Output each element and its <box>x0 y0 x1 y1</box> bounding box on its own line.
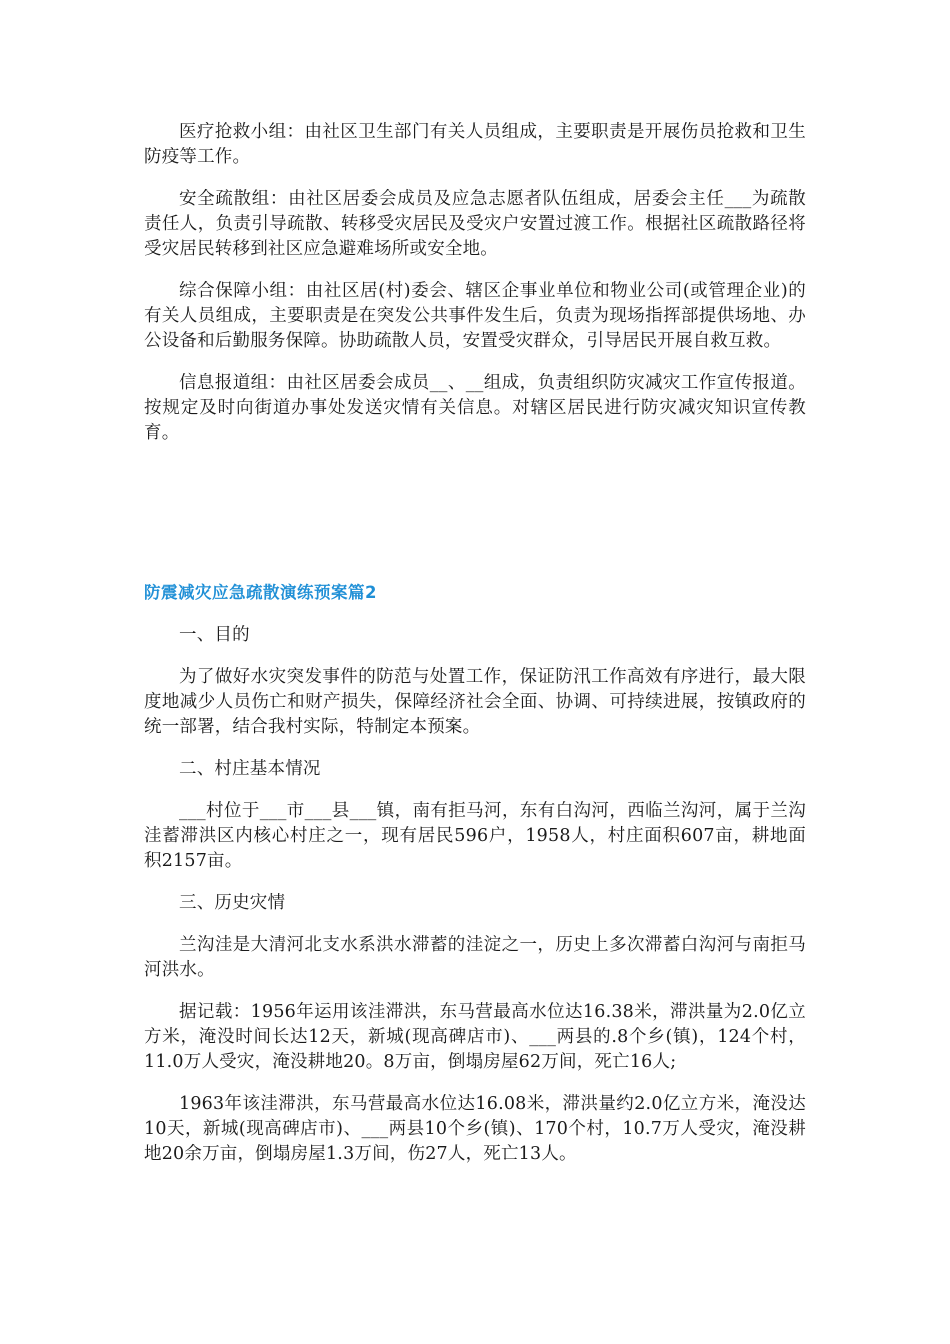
section-two-title: 防震减灾应急疏散演练预案篇2 <box>144 583 377 602</box>
paragraph-evacuation-team: 安全疏散组：由社区居委会成员及应急志愿者队伍组成，居委会主任___为疏散责任人，负责引导疏散、转移受灾居民及受灾户安置过渡工作。根据社区疏散路径将受灾居民转移到社区应急避难场所或安全地。 <box>144 189 806 259</box>
heading-purpose: 一、目的 <box>179 625 250 645</box>
paragraph-support-team: 综合保障小组：由社区居(村)委会、辖区企事业单位和物业公司(或管理企业)的有关人员组成，主要职责是在突发公共事件发生后，负责为现场指挥部提供场地、办公设备和后勤服务保障。协助疏散人员，安置受灾群众，引导居民开展自救互救。 <box>144 281 806 351</box>
paragraph-purpose: 为了做好水灾突发事件的防范与处置工作，保证防汛工作高效有序进行，最大限度地减少人员伤亡和财产损失，保障经济社会全面、协调、可持续进展，按镇政府的统一部署，结合我村实际，特制定本预案。 <box>144 667 806 737</box>
paragraph-village-info: ___村位于___市___县___镇，南有拒马河，东有白沟河，西临兰沟河，属于兰沟洼蓄滞洪区内核心村庄之一，现有居民596户，1958人，村庄面积607亩，耕地面积2157亩。 <box>144 801 806 871</box>
paragraph-info-team: 信息报道组：由社区居委会成员__、__组成，负责组织防灾减灾工作宣传报道。按规定及时向街道办事处发送灾情有关信息。对辖区居民进行防灾减灾知识宣传教育。 <box>144 373 806 443</box>
paragraph-history-1963: 1963年该洼滞洪，东马营最高水位达16.08米，滞洪量约2.0亿立方米，淹没达10天，新城(现高碑店市)、___两县10个乡(镇)、170个村，10.7万人受灾，淹没耕地20余万亩，倒塌房屋1.3万间，伤27人，死亡13人。 <box>144 1094 806 1164</box>
paragraph-history-1956: 据记载：1956年运用该洼滞洪，东马营最高水位达16.38米，滞洪量为2.0亿立方米，淹没时间长达12天，新城(现高碑店市)、___两县的.8个乡(镇)，124个村，11.0万人受灾，淹没耕地20。8万亩，倒塌房屋62万间，死亡16人; <box>144 1002 806 1072</box>
section-one-body <box>144 120 806 463</box>
heading-history: 三、历史灾情 <box>179 893 286 913</box>
section-two-body <box>144 623 806 1184</box>
paragraph-history-intro: 兰沟洼是大清河北支水系洪水滞蓄的洼淀之一，历史上多次滞蓄白沟河与南拒马河洪水。 <box>144 935 806 980</box>
heading-village-info: 二、村庄基本情况 <box>179 759 321 779</box>
paragraph-medical-team: 医疗抢救小组：由社区卫生部门有关人员组成，主要职责是开展伤员抢救和卫生防疫等工作。 <box>144 122 806 167</box>
